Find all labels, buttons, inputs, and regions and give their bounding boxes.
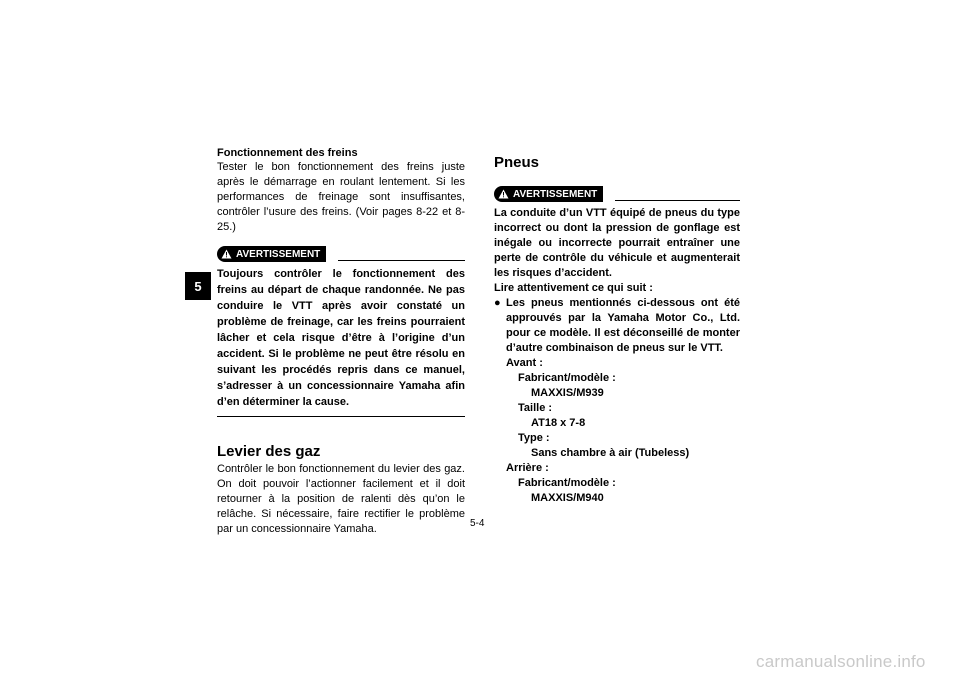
- watermark: carmanualsonline.info: [756, 652, 926, 671]
- warning-label: AVERTISSEMENT: [513, 188, 598, 200]
- right-column: [494, 154, 740, 506]
- warning-header: [217, 245, 465, 263]
- left-column: [217, 146, 465, 537]
- tires-title: Pneus: [494, 154, 540, 171]
- front-make-value: MAXXIS/M939: [531, 387, 604, 399]
- warning-rule: [338, 248, 465, 261]
- bullet-text: Les pneus mentionnés ci-dessous ont été approuvés par la Yamaha Motor Co., Ltd. pour ce modèle. Il est déconseillé de monter d’autre combinaison de pneus sur le VTT.: [506, 297, 740, 354]
- type-value: Sans chambre à air (Tubeless): [531, 447, 690, 459]
- warning-triangle-icon: [498, 189, 509, 199]
- warning-text: Toujours contrôler le fonctionnement des freins au départ de chaque randonnée. Ne pas conduire le VTT après avoir constaté un problème de freinage, car les freins pourraient lâcher et cela risque d’être à l’origine d’un accident. Si le problème ne peut être résolu en suivant les procédés repris dans ce manuel, s’adresser à un concessionnaire Yamaha afin d’en déterminer la cause.: [217, 268, 465, 408]
- warning-badge: [494, 186, 603, 202]
- front-label: Avant :: [506, 357, 543, 369]
- warning-badge: [217, 246, 326, 262]
- bullet-icon: ●: [494, 297, 501, 309]
- brake-intro: Tester le bon fonctionnement des freins juste après le démarrage en roulant lentement. Si les performances de freinage sont insuffisantes, contrôler l’usure des freins. (Voir pages 8-22 et 8-25.): [217, 161, 465, 233]
- throttle-text: Contrôler le bon fonctionnement du levier des gaz. On doit pouvoir l’actionner facilement et il doit retourner à la position de ralenti dès qu’on le relâche. Si nécessaire, faire rectifier le problème par un concessionnaire Yamaha.: [217, 463, 465, 535]
- front-make-label: Fabricant/modèle :: [518, 372, 616, 384]
- type-label: Type :: [518, 432, 550, 444]
- brake-subtitle: Fonctionnement des freins: [217, 147, 358, 159]
- warning-rule: [615, 188, 740, 201]
- size-label: Taille :: [518, 402, 553, 414]
- warning-triangle-icon: [221, 249, 232, 259]
- warning-end-rule: [217, 416, 465, 417]
- rear-make-label: Fabricant/modèle :: [518, 477, 616, 489]
- page-number: 5-4: [470, 518, 485, 529]
- chapter-tab: 5: [185, 272, 211, 300]
- tires-warning-text: La conduite d’un VTT équipé de pneus du type incorrect ou dont la pression de gonflage est inégale ou incorrecte pourrait entraîner une perte de contrôle du véhicule et augmenterait les risques d’accident.: [494, 207, 740, 279]
- list-item: [494, 296, 740, 356]
- warning-header: [494, 185, 740, 203]
- throttle-title: Levier des gaz: [217, 443, 321, 460]
- rear-label: Arrière :: [506, 462, 549, 474]
- warning-label: AVERTISSEMENT: [236, 248, 321, 260]
- size-value: AT18 x 7-8: [531, 417, 586, 429]
- rear-make-value: MAXXIS/M940: [531, 492, 604, 504]
- read-carefully: Lire attentivement ce qui suit :: [494, 282, 653, 294]
